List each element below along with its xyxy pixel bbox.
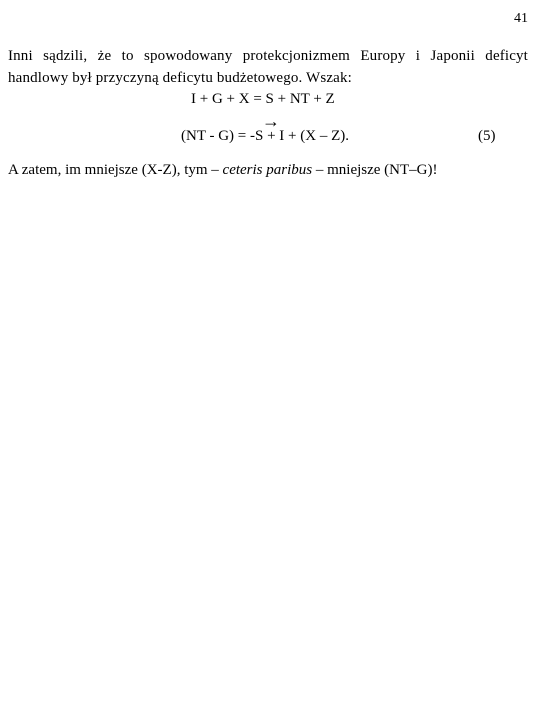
conclusion-text-start: A zatem, im mniejsze (X-Z), tym –: [8, 162, 223, 178]
equation-derived: (NT - G) = -S + I + (X – Z).: [181, 128, 349, 144]
conclusion-text-end: – mniejsze (NT–G)!: [312, 162, 438, 178]
equation-number: (5): [478, 128, 496, 144]
conclusion-paragraph: [8, 159, 528, 181]
body-paragraph: Inni sądzili, że to spowodowany protekcjonizmem Europy i Japonii deficyt handlowy był przyczyną deficytu budżetowego. Wszak:: [8, 48, 528, 86]
conclusion-emphasis: ceteris paribus: [222, 162, 313, 178]
page-number: 41: [514, 11, 528, 26]
right-arrow-icon: →: [262, 111, 280, 131]
equation-identity: I + G + X = S + NT + Z: [191, 91, 335, 107]
